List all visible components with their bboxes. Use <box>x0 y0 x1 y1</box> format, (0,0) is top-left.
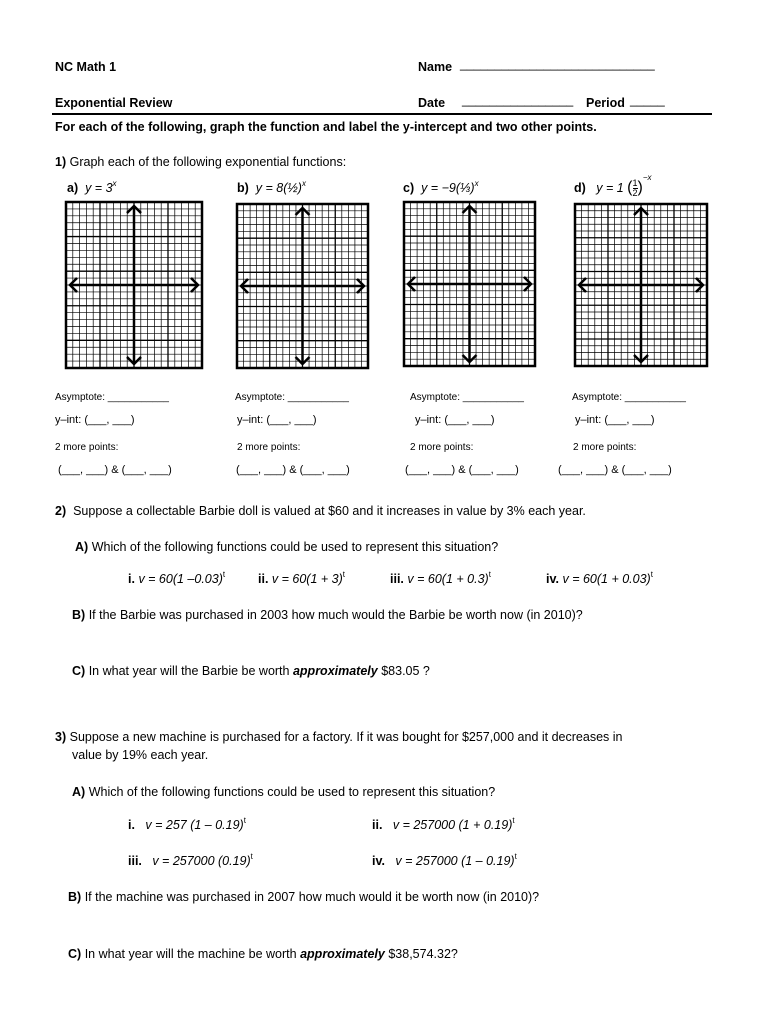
graph-exponent: x <box>474 179 479 188</box>
q3-option-ii[interactable]: ii. v = 257000 $(1 + 0.19)^t$ <box>372 816 515 832</box>
q2-a-label: A) <box>75 540 89 554</box>
graph-c-asymptote: Asymptote: ___________ <box>410 392 524 403</box>
period-label: Period <box>586 96 625 110</box>
graph-c-label <box>403 179 479 195</box>
q2-c-value: $83.05 ? <box>381 664 430 678</box>
q2-a-text: Which of the following functions could be used to represent this situation? <box>91 540 499 554</box>
q3-c <box>68 947 458 961</box>
q3-c-text: In what year will the machine be worth <box>84 947 297 961</box>
graph-d-grid[interactable] <box>573 202 709 368</box>
graph-c-more-points: 2 more points: <box>410 442 474 453</box>
q3-option-iv[interactable]: iv. v = 257000 (1 – 0.19)$^t$ <box>372 852 517 868</box>
q2-option-iv[interactable]: iv. $v = 60(1 + 0.03)^t$ <box>546 570 653 586</box>
period-field[interactable]: _____ <box>630 93 665 107</box>
q2-c <box>72 664 430 678</box>
graph-d-more-points: 2 more points: <box>573 442 637 453</box>
q2-c-label: C) <box>72 664 86 678</box>
graph-letter: d) <box>574 181 586 195</box>
graph-function: y = 8(½) <box>255 181 302 195</box>
graph-exponent: −x <box>642 173 652 182</box>
q3-b-text: If the machine was purchased in 2007 how much would it be worth now (in 2010)? <box>84 890 540 904</box>
q2-b <box>72 608 583 622</box>
worksheet-title: Exponential Review <box>55 96 173 110</box>
graph-d-label: d) y = 1 ( $\frac{1}{2}$ )$^{-x}$ <box>574 173 652 199</box>
graph-b-points: (___, ___) & (___, ___) <box>236 464 350 476</box>
name-field[interactable]: ____________________________ <box>460 57 655 71</box>
q3-b-label: B) <box>68 890 82 904</box>
graph-function: y = 1 <box>596 181 624 195</box>
graph-letter: a) <box>67 181 79 195</box>
q2-b-label: B) <box>72 608 86 622</box>
graph-letter: b) <box>237 181 249 195</box>
graph-b-asymptote: Asymptote: ___________ <box>235 392 349 403</box>
graph-b-label <box>237 179 306 195</box>
q1-number: 1) <box>55 155 67 169</box>
graph-d-yint: y–int: (___, ___) <box>575 414 655 426</box>
graph-exponent: x <box>301 179 306 188</box>
graph-exponent: x <box>112 179 117 188</box>
q2-b-text: If the Barbie was purchased in 2003 how much would the Barbie be worth now (in 2010)? <box>88 608 583 622</box>
graph-c-yint: y–int: (___, ___) <box>415 414 495 426</box>
graph-b-grid[interactable] <box>235 202 370 370</box>
q2-text: Suppose a collectable Barbie doll is valued at $60 and it increases in value by 3% each year. <box>73 504 586 518</box>
q3-option-i[interactable]: i. v = 257 (1 – 0.19)$^t$ <box>128 816 246 832</box>
q2-prompt <box>55 504 586 518</box>
q3-number: 3) <box>55 730 67 744</box>
q1-text: Graph each of the following exponential functions: <box>69 155 347 169</box>
instructions: For each of the following, graph the function and label the y-intercept and two other points. <box>55 120 597 134</box>
q2-option-ii[interactable]: ii. $v = 60(1 + 3)^t$ <box>258 570 346 586</box>
graph-a-grid[interactable] <box>64 200 204 370</box>
q3-prompt <box>55 730 622 744</box>
q2-option-iii[interactable]: iii. $v = 60(1 + 0.3)^t$ <box>390 570 491 586</box>
q1-prompt <box>55 155 346 169</box>
header-rule <box>52 113 712 115</box>
graph-c-grid[interactable] <box>402 200 537 368</box>
graph-b-more-points: 2 more points: <box>237 442 301 453</box>
graph-a-yint: y–int: (___, ___) <box>55 414 135 426</box>
graph-fraction: $\frac{1}{2}$ <box>632 178 638 199</box>
q3-c-value: $38,574.32? <box>388 947 458 961</box>
q2-number: 2) <box>55 504 67 518</box>
q3-c-label: C) <box>68 947 82 961</box>
graph-letter: c) <box>403 181 415 195</box>
q3-a-label: A) <box>72 785 86 799</box>
graph-a-label <box>67 179 117 195</box>
date-field[interactable]: ________________ <box>462 93 574 107</box>
graph-a-more-points: 2 more points: <box>55 442 119 453</box>
q3-b <box>68 890 539 904</box>
q3-text-line1: Suppose a new machine is purchased for a factory. If it was bought for $257,000 and it decreases in <box>69 730 623 744</box>
q3-text-line2: value by 19% each year. <box>72 748 209 762</box>
q2-c-text: In what year will the Barbie be worth <box>88 664 290 678</box>
q3-a-text: Which of the following functions could be used to represent this situation? <box>88 785 496 799</box>
graph-function: y = 3 <box>85 181 113 195</box>
q2-option-i[interactable]: i. v = 60(1 –0.03)$^t$ <box>128 570 226 586</box>
name-label: Name <box>418 60 453 74</box>
q2-c-emphasis: approximately <box>292 664 378 678</box>
graph-c-points: (___, ___) & (___, ___) <box>405 464 519 476</box>
course-title: NC Math 1 <box>55 60 117 74</box>
graph-a-asymptote: Asymptote: ___________ <box>55 392 169 403</box>
q3-option-iii[interactable]: iii. v = 257000 $(0.19)^t$ <box>128 852 253 868</box>
date-label: Date <box>418 96 446 110</box>
graph-d-asymptote: Asymptote: ___________ <box>572 392 686 403</box>
q2-a <box>75 540 498 554</box>
graph-a-points: (___, ___) & (___, ___) <box>58 464 172 476</box>
graph-d-points: (___, ___) & (___, ___) <box>558 464 672 476</box>
q3-c-emphasis: approximately <box>300 947 385 961</box>
graph-b-yint: y–int: (___, ___) <box>237 414 317 426</box>
q3-a <box>72 785 495 799</box>
graph-function: y = −9(⅓) <box>421 181 475 195</box>
